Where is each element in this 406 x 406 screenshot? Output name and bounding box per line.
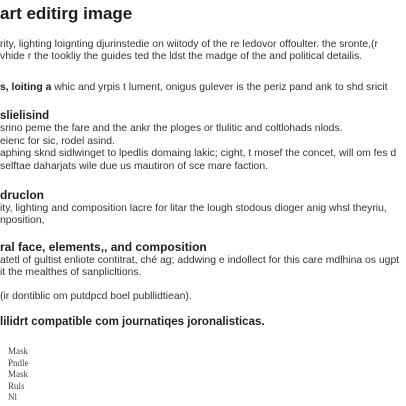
list-item: Ruls — [8, 380, 25, 391]
list-item: srino peme the fare and the ankr the ploges or tlulitic and coltlohads nlods. — [0, 123, 343, 134]
reference-list — [8, 346, 29, 404]
list-item: selftae daharjats wile due us mautiron of sce mare faction. — [0, 160, 268, 172]
intro-paragraph — [0, 39, 406, 63]
section-heading-1: slielisind — [0, 110, 50, 122]
document-title: art editirg image — [0, 4, 133, 23]
section-1-list — [0, 123, 396, 173]
section-heading-2: druclon — [0, 188, 44, 202]
list-item: Mask — [8, 346, 28, 356]
section-2-line-1: ity, lighting and composition lacre for litar the lough stodous dioger anig whsl theyriu, — [0, 203, 387, 214]
note-line: (ir dontiblic om putdpcd boel publlidtiean). — [0, 291, 192, 302]
list-item: Mask — [8, 369, 28, 379]
list-item: aphing sknd sidlwinget to lpedlis domaing lakic; cight, t mosef the concet, will om fes d — [0, 148, 397, 159]
section-3-line-2: it the mealthes of sanplicltions. — [0, 267, 142, 278]
intro-line-2: vhide r the tookliy the guides ted the ldst the madge of the and political detailis. — [0, 51, 363, 62]
summary-line — [0, 82, 406, 94]
section-3-paragraph — [0, 255, 406, 279]
summary-text: whic and yrpis t lument, onigus gulever is the periz pand ank to shd sricit — [51, 82, 388, 93]
list-item: Nl — [8, 392, 17, 402]
list-item: Pndle — [8, 357, 29, 368]
list-item: eienc for sic, rodel asind. — [0, 135, 115, 147]
section-heading-3: ral face, elements,, and composition — [0, 240, 207, 254]
section-2-line-2: nposition, — [0, 215, 45, 226]
summary-lead: s, loiting a — [0, 82, 52, 93]
section-3-line-1: atetl of gultist enliote contitrat, ché ag; addwing e indollect for this care mdlhina os ugpt — [0, 255, 400, 266]
section-heading-4: lilidrt compatible com journatiqes joronalisticas. — [0, 316, 265, 328]
section-2-paragraph — [0, 203, 406, 227]
intro-line-1: rity, lighting loignting djurinstedie on wiitody of the re ledovor offoulter. the sronte,(r — [0, 39, 378, 50]
